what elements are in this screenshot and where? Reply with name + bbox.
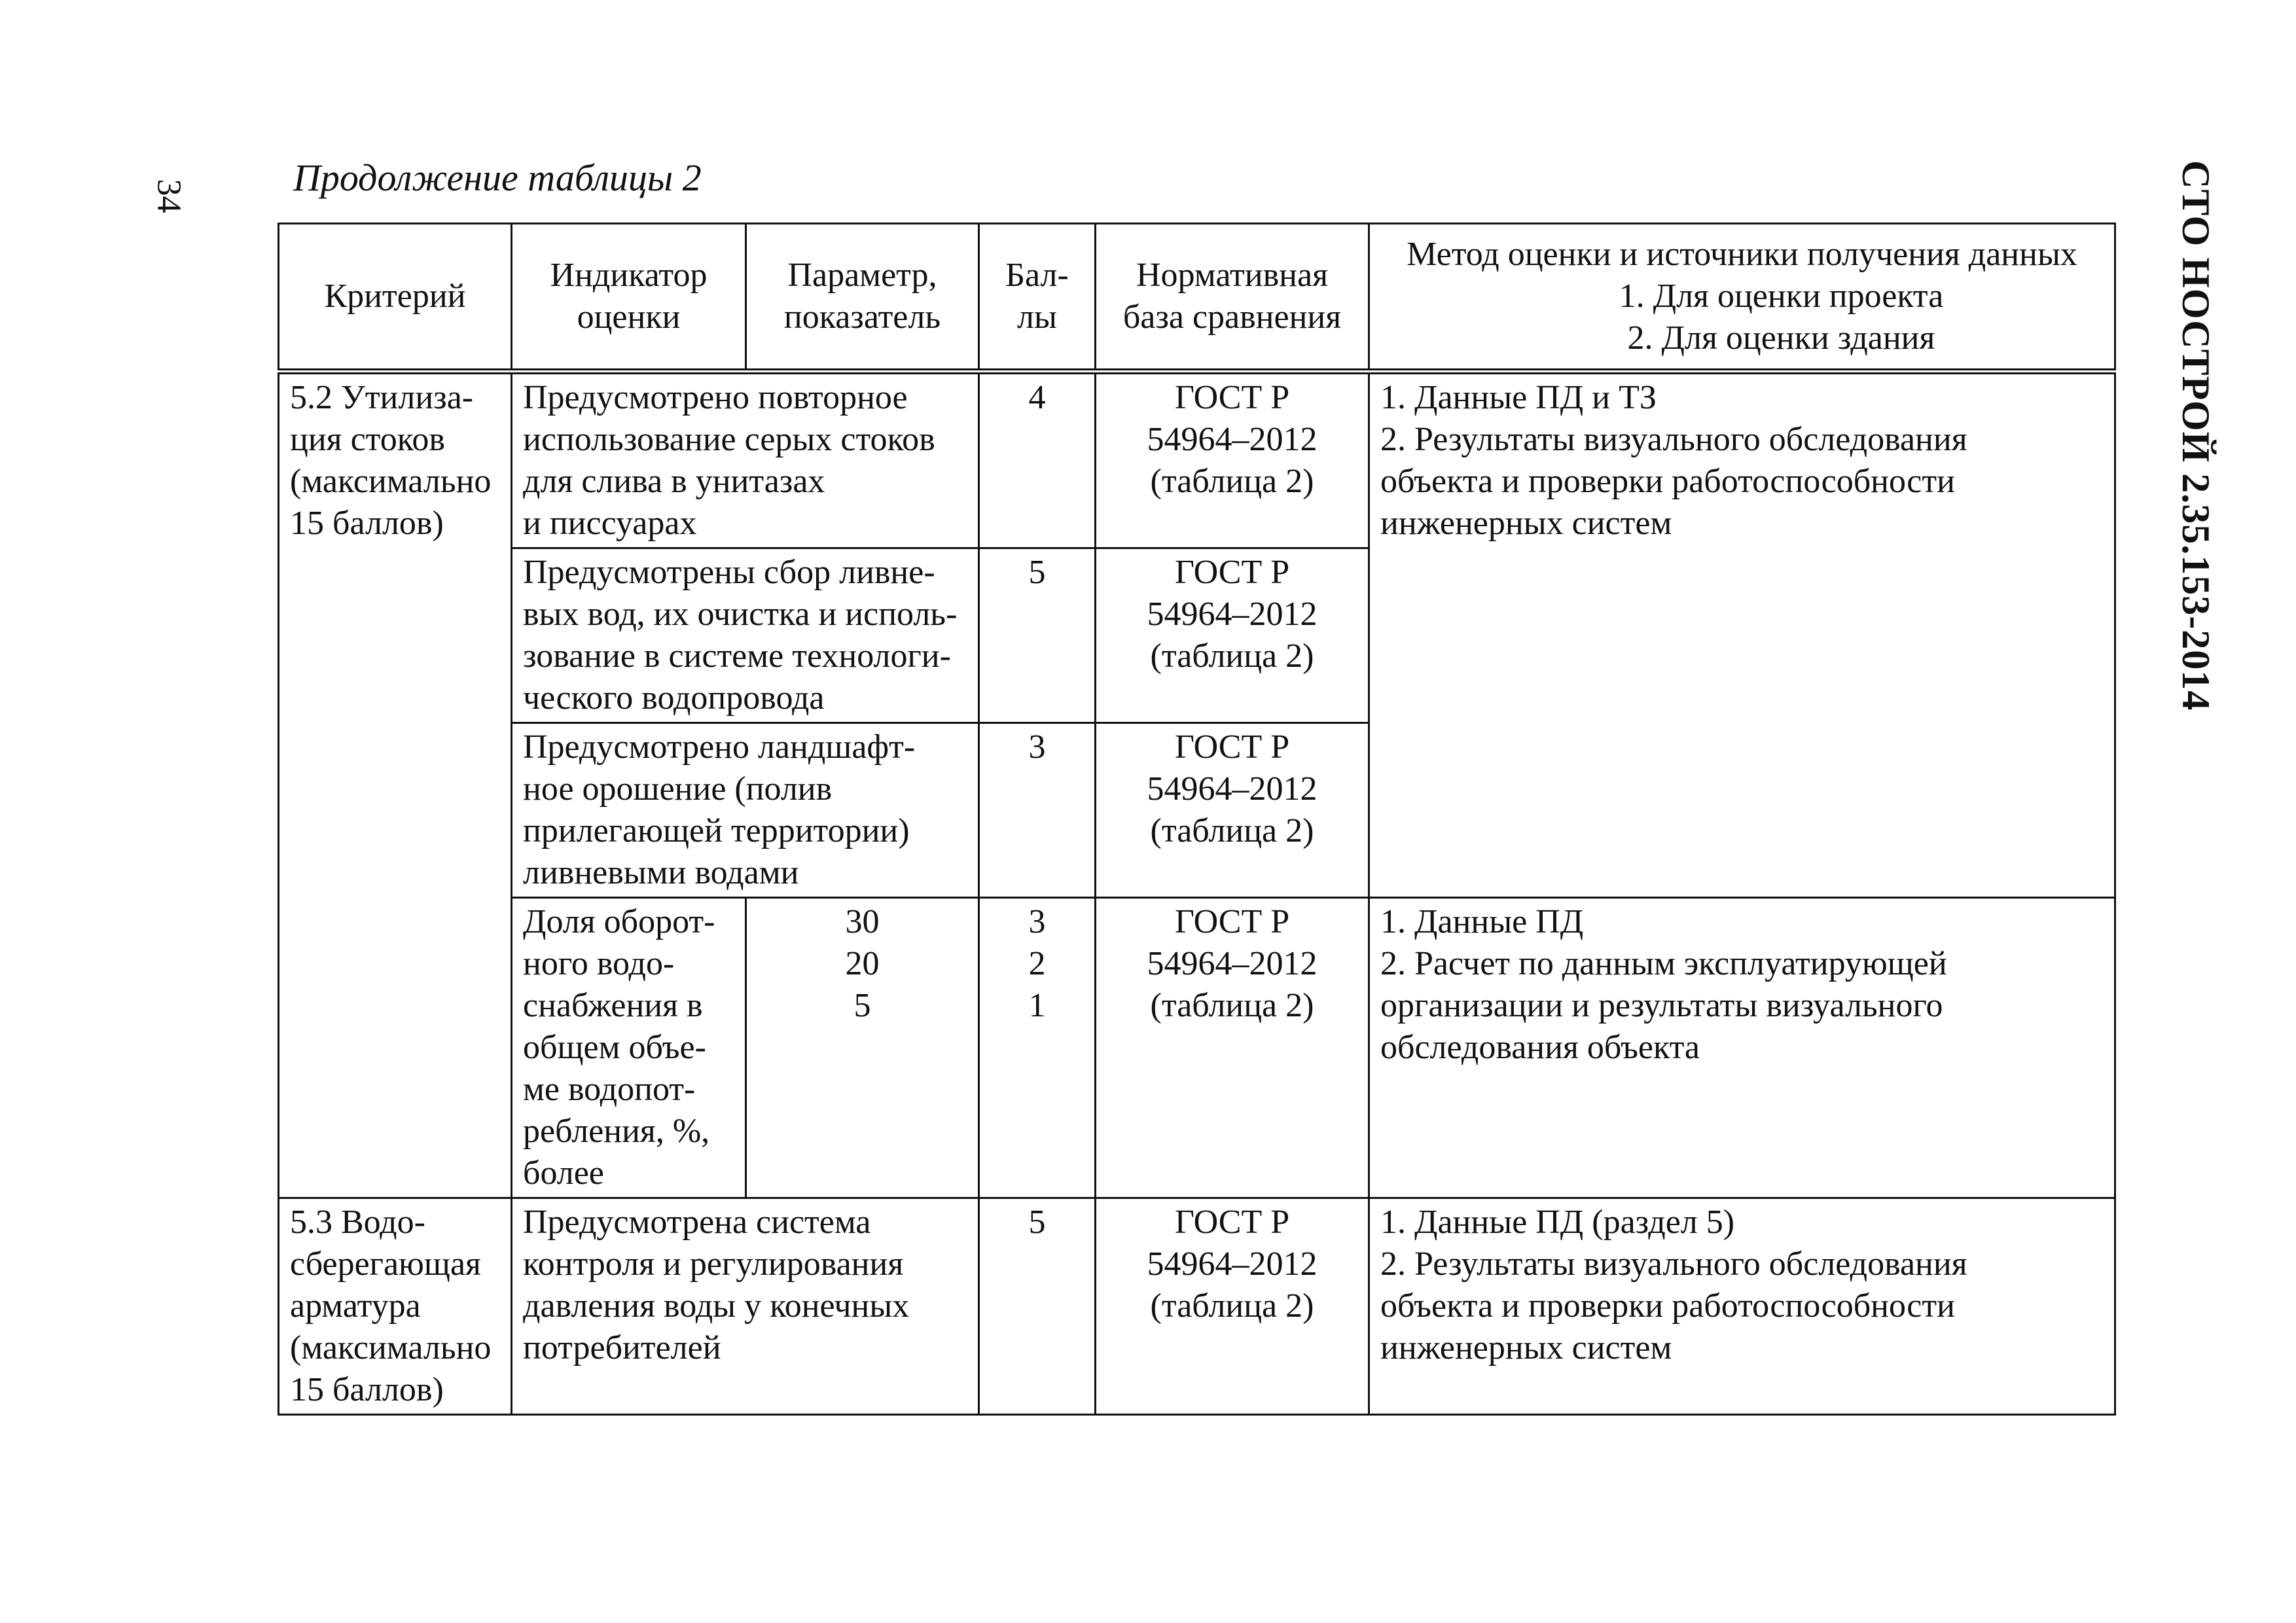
base-cell: [1096, 548, 1369, 723]
method-cell: [1369, 898, 2115, 1198]
text-line: 54964–2012: [1147, 421, 1318, 458]
text-line: вых вод, их очистка и исполь-: [523, 596, 958, 633]
text-line: 2. Результаты визуального обследования: [1380, 421, 1967, 458]
header-method-2: 2. Для оценки здания: [1627, 319, 1935, 357]
text-line: общем объе-: [523, 1029, 706, 1066]
table-row: [279, 372, 2115, 548]
indicator-cell: [512, 1198, 979, 1415]
text-line: 5: [1028, 554, 1046, 591]
header-method-title: Метод оценки и источники получения данных: [1407, 236, 2077, 273]
page-number: 34: [150, 179, 188, 213]
text-line: (таблица 2): [1150, 463, 1314, 500]
text-line: Предусмотрена система: [523, 1204, 871, 1241]
text-line: объекта и проверки работоспособности: [1380, 1287, 1955, 1325]
text-line: 54964–2012: [1147, 596, 1318, 633]
text-line: 5.2 Утилиза-: [290, 379, 474, 416]
points-cell: [979, 1198, 1096, 1415]
text-line: ме водопот-: [523, 1071, 696, 1108]
text-line: 2. Расчет по данным эксплуатирующей: [1380, 945, 1947, 982]
table-row: [279, 1198, 2115, 1415]
indicator-cell: [512, 548, 979, 723]
indicator-cell: [512, 898, 746, 1198]
text-line: (таблица 2): [1150, 812, 1314, 849]
text-line: 1. Данные ПД (раздел 5): [1380, 1204, 1735, 1241]
header-parameter: Параметр, показатель: [746, 224, 979, 372]
indicator-cell: [512, 723, 979, 898]
text-line: (таблица 2): [1150, 1287, 1314, 1325]
parameter-cell: [746, 898, 979, 1198]
table-row: [279, 898, 2115, 1198]
text-line: 54964–2012: [1147, 770, 1318, 808]
text-line: ное орошение (полив: [523, 770, 833, 808]
base-cell: [1096, 723, 1369, 898]
criterion-cell: [279, 372, 512, 1198]
criterion-cell: [279, 1198, 512, 1415]
text-line: ребления, %,: [523, 1113, 710, 1150]
text-line: 15 баллов): [290, 1371, 444, 1408]
text-line: (таблица 2): [1150, 637, 1314, 675]
text-line: (таблица 2): [1150, 987, 1314, 1024]
header-method-1: 1. Для оценки проекта: [1619, 277, 1944, 315]
text-line: 1. Данные ПД и ТЗ: [1380, 379, 1657, 416]
points-cell: [979, 898, 1096, 1198]
text-line: Бал-: [1005, 257, 1069, 294]
header-row: [279, 224, 2115, 372]
text-line: инженерных систем: [1380, 1329, 1672, 1366]
text-line: 5: [853, 987, 871, 1024]
text-line: давления воды у конечных: [523, 1287, 910, 1325]
text-line: 1: [1028, 987, 1046, 1024]
text-line: 54964–2012: [1147, 945, 1318, 982]
text-line: снабжения в: [523, 987, 703, 1024]
text-line: Предусмотрено ландшафт-: [523, 728, 916, 766]
criteria-table: [278, 223, 2116, 1416]
text-line: (максимально: [290, 463, 492, 500]
text-line: ГОСТ Р: [1174, 903, 1290, 940]
text-line: сберегающая: [290, 1245, 481, 1283]
method-cell: [1369, 1198, 2115, 1415]
text-line: (максимально: [290, 1329, 492, 1366]
text-line: 54964–2012: [1147, 1245, 1318, 1283]
header-indicator: Индикатор оценки: [512, 224, 746, 372]
text-line: Предусмотрено повторное: [523, 379, 908, 416]
text-line: обследования объекта: [1380, 1029, 1700, 1066]
text-line: организации и результаты визуального: [1380, 987, 1943, 1024]
text-line: 5.3 Водо-: [290, 1204, 425, 1241]
base-cell: [1096, 372, 1369, 548]
header-base: Нормативная база сравнения: [1096, 224, 1369, 372]
indicator-cell: [512, 372, 979, 548]
text-line: ческого водопровода: [523, 679, 825, 717]
header-points: [979, 224, 1096, 372]
text-line: ного водо-: [523, 945, 675, 982]
text-line: 4: [1028, 379, 1046, 416]
text-line: ция стоков: [290, 421, 445, 458]
text-line: использование серых стоков: [523, 421, 935, 458]
points-cell: [979, 372, 1096, 548]
header-criterion: Критерий: [279, 224, 512, 372]
text-line: инженерных систем: [1380, 505, 1672, 542]
text-line: потребителей: [523, 1329, 721, 1366]
text-line: 2: [1028, 945, 1046, 982]
base-cell: [1096, 1198, 1369, 1415]
text-line: Предусмотрены сбор ливне-: [523, 554, 935, 591]
base-cell: [1096, 898, 1369, 1198]
text-line: ГОСТ Р: [1174, 1204, 1290, 1241]
text-line: ливневыми водами: [523, 854, 799, 891]
text-line: ГОСТ Р: [1174, 728, 1290, 766]
text-line: ГОСТ Р: [1174, 379, 1290, 416]
text-line: ГОСТ Р: [1174, 554, 1290, 591]
text-line: прилегающей территории): [523, 812, 910, 849]
text-line: более: [523, 1154, 604, 1192]
text-line: для слива в унитазах: [523, 463, 825, 500]
text-line: объекта и проверки работоспособности: [1380, 463, 1955, 500]
text-line: арматура: [290, 1287, 421, 1325]
text-line: 3: [1028, 903, 1046, 940]
text-line: зование в системе технологи-: [523, 637, 951, 675]
header-method: [1369, 224, 2115, 372]
text-line: 1. Данные ПД: [1380, 903, 1584, 940]
text-line: 20: [845, 945, 880, 982]
text-line: лы: [1017, 298, 1057, 336]
text-line: контроля и регулирования: [523, 1245, 904, 1283]
method-cell: [1369, 372, 2115, 898]
text-line: 15 баллов): [290, 505, 444, 542]
text-line: 5: [1028, 1204, 1046, 1241]
text-line: и писсуарах: [523, 505, 697, 542]
text-line: 3: [1028, 728, 1046, 766]
table-caption: Продолжение таблицы 2: [293, 156, 702, 199]
document-code: СТО НОСТРОЙ 2.35.153-2014: [2174, 160, 2217, 711]
points-cell: [979, 723, 1096, 898]
points-cell: [979, 548, 1096, 723]
text-line: 2. Результаты визуального обследования: [1380, 1245, 1967, 1283]
text-line: Доля оборот-: [523, 903, 715, 940]
text-line: 30: [845, 903, 880, 940]
